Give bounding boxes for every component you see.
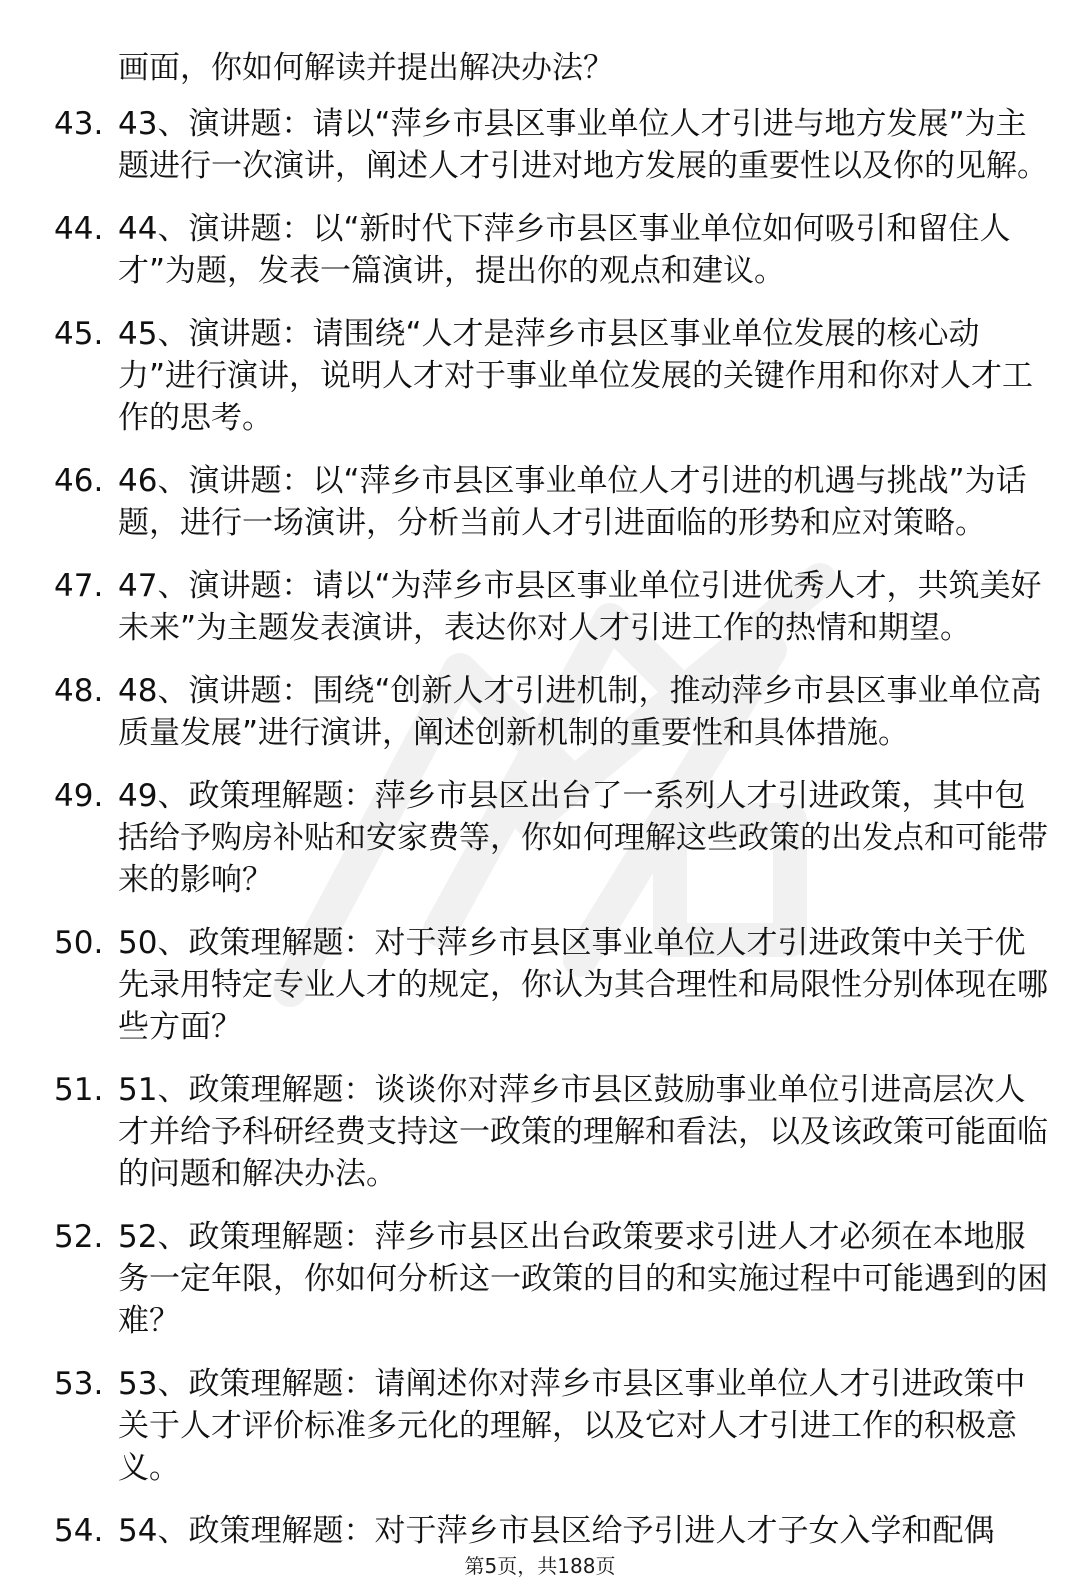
list-number: 47. xyxy=(54,568,104,604)
list-number: 45. xyxy=(54,316,104,352)
question-item-43 xyxy=(0,103,1080,187)
list-number: 51. xyxy=(54,1072,104,1108)
question-item-47 xyxy=(0,565,1080,649)
question-text: 51、政策理解题：谈谈你对萍乡市县区鼓励事业单位引进高层次人才并给予科研经费支持这一政策的理解和看法，以及该政策可能面临的问题和解决办法。 xyxy=(118,1072,1048,1192)
question-item-53 xyxy=(0,1363,1080,1489)
list-number: 53. xyxy=(54,1366,104,1402)
question-item-50 xyxy=(0,922,1080,1048)
question-item-49 xyxy=(0,775,1080,901)
list-number: 49. xyxy=(54,778,104,814)
question-text: 49、政策理解题：萍乡市县区出台了一系列人才引进政策，其中包括给予购房补贴和安家费等，你如何理解这些政策的出发点和可能带来的影响？ xyxy=(118,778,1048,898)
list-number: 54. xyxy=(54,1513,104,1549)
question-text: 50、政策理解题：对于萍乡市县区事业单位人才引进政策中关于优先录用特定专业人才的规定，你认为其合理性和局限性分别体现在哪些方面？ xyxy=(118,925,1048,1045)
question-text: 47、演讲题：请以“为萍乡市县区事业单位引进优秀人才，共筑美好未来”为主题发表演讲，表达你对人才引进工作的热情和期望。 xyxy=(118,568,1042,646)
question-item-48 xyxy=(0,670,1080,754)
question-item-46 xyxy=(0,460,1080,544)
list-number: 50. xyxy=(54,925,104,961)
question-item-54 xyxy=(0,1510,1080,1552)
list-number: 43. xyxy=(54,106,104,142)
question-text: 44、演讲题：以“新时代下萍乡市县区事业单位如何吸引和留住人才”为题，发表一篇演讲，提出你的观点和建议。 xyxy=(118,211,1011,289)
continued-text: 画面，你如何解读并提出解决办法？ xyxy=(118,50,614,86)
question-text: 43、演讲题：请以“萍乡市县区事业单位人才引进与地方发展”为主题进行一次演讲，阐述人才引进对地方发展的重要性以及你的见解。 xyxy=(118,106,1048,184)
list-number: 46. xyxy=(54,463,104,499)
list-number: 52. xyxy=(54,1219,104,1255)
list-number: 44. xyxy=(54,211,104,247)
question-item-45 xyxy=(0,313,1080,439)
question-item-44 xyxy=(0,208,1080,292)
question-text: 54、政策理解题：对于萍乡市县区给予引进人才子女入学和配偶 xyxy=(118,1513,995,1549)
question-text: 48、演讲题：围绕“创新人才引进机制，推动萍乡市县区事业单位高质量发展”进行演讲，阐述创新机制的重要性和具体措施。 xyxy=(118,673,1042,751)
question-text: 53、政策理解题：请阐述你对萍乡市县区事业单位人才引进政策中关于人才评价标准多元化的理解，以及它对人才引进工作的积极意义。 xyxy=(118,1366,1026,1486)
question-text: 46、演讲题：以“萍乡市县区事业单位人才引进的机遇与挑战”为话题，进行一场演讲，分析当前人才引进面临的形势和应对策略。 xyxy=(118,463,1027,541)
question-list xyxy=(0,103,1080,1573)
question-text: 52、政策理解题：萍乡市县区出台政策要求引进人才必须在本地服务一定年限，你如何分析这一政策的目的和实施过程中可能遇到的困难？ xyxy=(118,1219,1048,1339)
page-number: 第5页，共188页 xyxy=(464,1554,616,1578)
question-text: 45、演讲题：请围绕“人才是萍乡市县区事业单位发展的核心动力”进行演讲，说明人才对于事业单位发展的关键作用和你对人才工作的思考。 xyxy=(118,316,1034,436)
list-number: 48. xyxy=(54,673,104,709)
question-item-52 xyxy=(0,1216,1080,1342)
question-item-51 xyxy=(0,1069,1080,1195)
